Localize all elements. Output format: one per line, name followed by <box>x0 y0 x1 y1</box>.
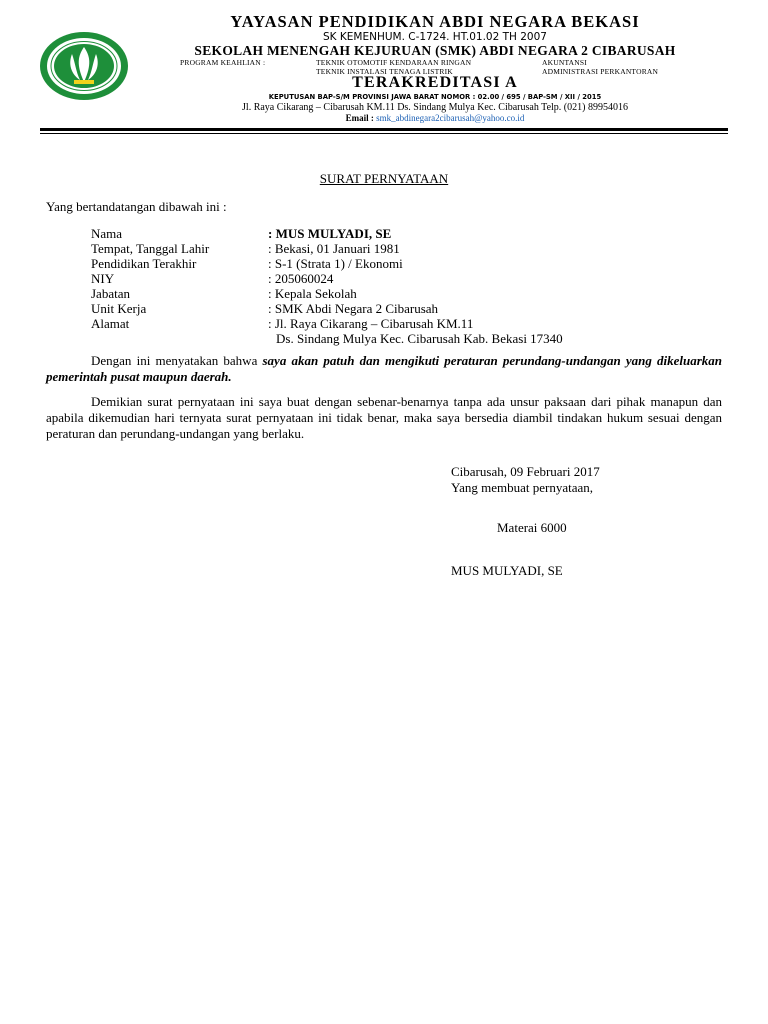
field-label-niy: NIY <box>91 271 115 286</box>
email-label: Email : <box>345 113 374 123</box>
intro-line: Yang bertandatangan dibawah ini : <box>46 199 227 214</box>
foundation-name: YAYASAN PENDIDIKAN ABDI NEGARA BEKASI <box>230 12 640 31</box>
field-value-birth: : Bekasi, 01 Januari 1981 <box>268 241 400 256</box>
field-label-position: Jabatan <box>91 286 130 301</box>
signer-name: MUS MULYADI, SE <box>451 563 563 578</box>
header-rule-thin <box>40 133 728 134</box>
declaration-text: Demikian surat pernyataan ini saya buat dengan sebenar-benarnya tanpa ada unsur paksaan dari pihak manapun dan apabila dikemudian hari ternyata surat pernyataan ini tidak benar, maka saya bersedia diambil tindakan hukum sesuai dengan peraturan dan perundang-undangan yang berlaku. <box>46 394 722 441</box>
accreditation-decree: KEPUTUSAN BAP-S/M PROVINSI JAWA BARAT NOMOR : 02.00 / 695 / BAP-SM / XII / 2015 <box>268 93 602 101</box>
school-address: Jl. Raya Cikarang – Cibarusah KM.11 Ds. Sindang Mulya Kec. Cibarusah Telp. (021) 89954016 <box>242 102 628 113</box>
school-email-line <box>140 113 730 123</box>
field-value-position: : Kepala Sekolah <box>268 286 357 301</box>
statement-intro: Dengan ini menyatakan bahwa <box>91 353 258 368</box>
program-item: TEKNIK INSTALASI TENAGA LISTRIK <box>316 67 453 76</box>
program-item: AKUNTANSI <box>542 58 587 67</box>
header-rule-thick <box>40 128 728 131</box>
field-value-niy: : 205060024 <box>268 271 334 286</box>
letter-title: SURAT PERNYATAAN <box>319 171 449 186</box>
field-value-address: : Jl. Raya Cikarang – Cibarusah KM.11 <box>268 316 474 331</box>
statement-paragraph <box>46 353 722 385</box>
statement-emphasis: saya akan patuh dan mengikuti peraturan perundang-undangan yang dikeluarkan pemerintah pusat maupun daerah. <box>46 353 722 384</box>
school-logo <box>38 30 130 102</box>
field-value-unit: : SMK Abdi Negara 2 Cibarusah <box>268 301 439 316</box>
field-value-address-line2: Ds. Sindang Mulya Kec. Cibarusah Kab. Bekasi 17340 <box>276 331 563 346</box>
signer-caption: Yang membuat pernyataan, <box>451 480 594 495</box>
field-label-unit: Unit Kerja <box>91 301 147 316</box>
school-name: SEKOLAH MENENGAH KEJURUAN (SMK) ABDI NEGARA 2 CIBARUSAH <box>194 43 676 58</box>
email-link[interactable]: smk_abdinegara2cibarusah@yahoo.co.id <box>376 113 525 123</box>
field-value-education: : S-1 (Strata 1) / Ekonomi <box>268 256 403 271</box>
sk-number: SK KEMENHUM. C-1724. HT.01.02 TH 2007 <box>323 31 547 43</box>
program-item: ADMINISTRASI PERKANTORAN <box>542 67 659 76</box>
field-label-education: Pendidikan Terakhir <box>91 256 197 271</box>
field-label-birth: Tempat, Tanggal Lahir <box>91 241 210 256</box>
field-value-name: : MUS MULYADI, SE <box>268 226 392 241</box>
program-item: TEKNIK OTOMOTIF KENDARAAN RINGAN <box>316 58 472 67</box>
accreditation: TERAKREDITASI A <box>352 74 518 91</box>
program-label: PROGRAM KEAHLIAN : <box>180 58 266 67</box>
place-date: Cibarusah, 09 Februari 2017 <box>451 464 600 479</box>
stamp-duty-note: Materai 6000 <box>497 520 567 535</box>
field-label-name: Nama <box>91 226 123 241</box>
field-label-address: Alamat <box>91 316 130 331</box>
declaration-paragraph <box>46 394 722 442</box>
